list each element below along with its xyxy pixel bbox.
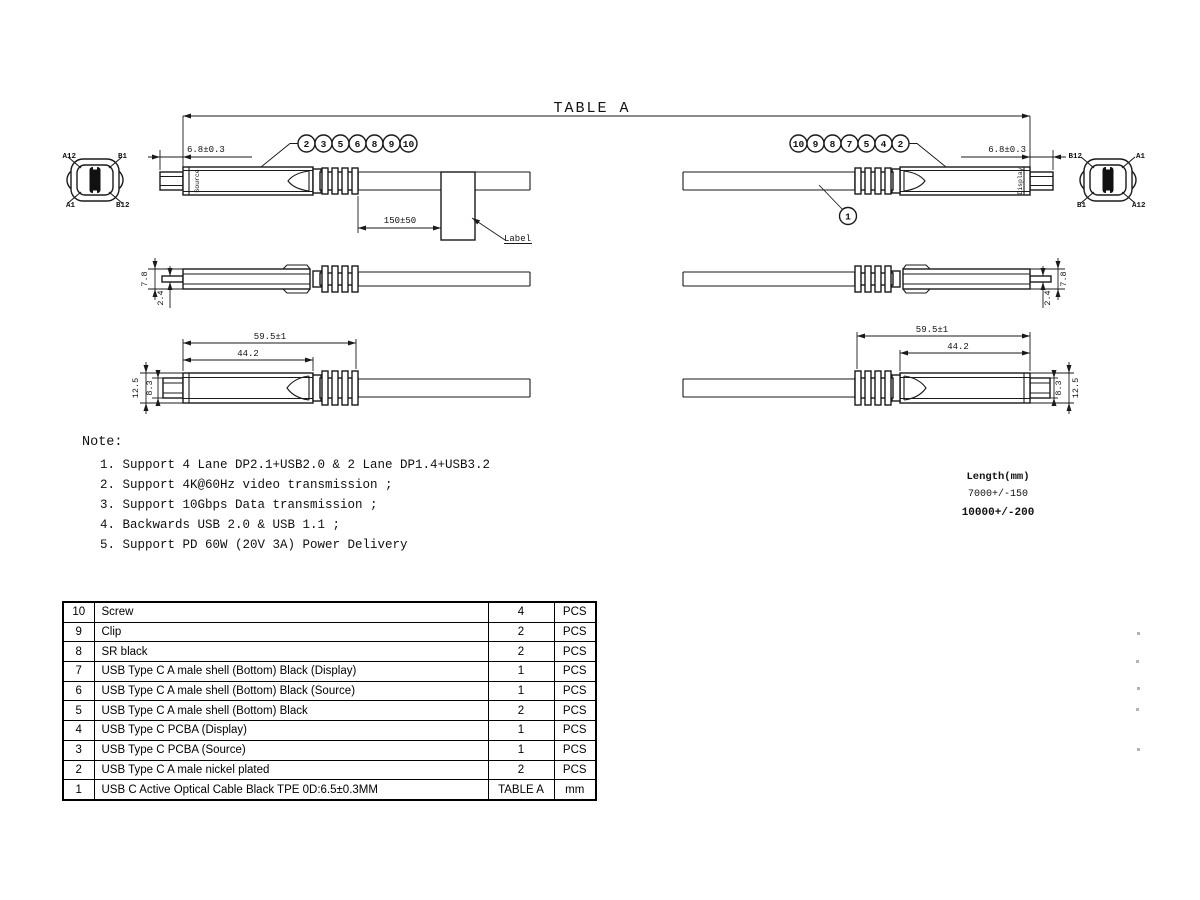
- balloon-number: 8: [371, 139, 378, 150]
- side-view-dims-right: [1030, 258, 1069, 308]
- item-qty: 1: [488, 721, 554, 741]
- item-desc: SR black: [94, 642, 488, 662]
- pin-label: B12: [1068, 153, 1082, 161]
- item-unit: PCS: [554, 721, 596, 741]
- item-desc: USB Type C A male nickel plated: [94, 760, 488, 780]
- pin-label: B12: [116, 202, 130, 210]
- table-row: [63, 681, 596, 701]
- overall-width-dim: 12.5: [1071, 377, 1081, 399]
- pin-label: A1: [65, 202, 75, 210]
- balloon-number: 1: [845, 211, 851, 223]
- item-qty: 1: [488, 662, 554, 682]
- balloon-number: 3: [320, 139, 327, 150]
- item-desc: USB Type C PCBA (Source): [94, 740, 488, 760]
- length-spec-value: 7000+/-150: [967, 489, 1028, 500]
- item-unit: PCS: [554, 662, 596, 682]
- balloon-number: 5: [863, 139, 870, 150]
- notes-block: [82, 433, 490, 555]
- balloon-number: 2: [897, 139, 904, 150]
- table-row: [63, 780, 596, 800]
- item-no: 3: [63, 740, 94, 760]
- cable-label-wrap: [358, 172, 532, 244]
- item-unit: PCS: [554, 622, 596, 642]
- item-unit: PCS: [554, 701, 596, 721]
- item-qty: 2: [488, 622, 554, 642]
- shell-height-dim: 7.8: [1059, 271, 1069, 287]
- length-spec-heading: Length(mm): [966, 471, 1030, 483]
- note-line: 3. Support 10Gbps Data transmission ;: [100, 498, 378, 512]
- item-desc: USB Type C PCBA (Display): [94, 721, 488, 741]
- shell-length-dim: 44.2: [947, 342, 969, 352]
- item-unit: PCS: [554, 642, 596, 662]
- display-connector-side-view: [683, 265, 1051, 293]
- item-no: 1: [63, 780, 94, 800]
- length-spec-block: [948, 468, 1048, 522]
- pin-label: B1: [1076, 202, 1086, 210]
- plug-width-dim: 8.3: [145, 380, 155, 396]
- item-no: 5: [63, 701, 94, 721]
- balloon-number: 5: [337, 139, 344, 150]
- item-desc: USB Type C A male shell (Bottom) Black (Source): [94, 681, 488, 701]
- balloon-number: 9: [388, 139, 395, 150]
- item-unit: mm: [554, 780, 596, 800]
- balloon-number: 10: [792, 139, 805, 150]
- source-connector-label: Source: [194, 169, 201, 193]
- item-unit: PCS: [554, 760, 596, 780]
- item-desc: Clip: [94, 622, 488, 642]
- artifact-dot: [1137, 632, 1140, 635]
- balloon-number: 10: [402, 139, 415, 150]
- side-view-dims-left: [140, 258, 183, 308]
- overall-length-dimension: [183, 100, 1030, 167]
- item-no: 8: [63, 642, 94, 662]
- endview-left: [62, 153, 130, 210]
- artifact-dot: [1137, 687, 1140, 690]
- item-desc: USB Type C A male shell (Bottom) Black (Display): [94, 662, 488, 682]
- note-line: 2. Support 4K@60Hz video transmission ;: [100, 478, 393, 492]
- label-distance-dim: 150±50: [383, 216, 417, 226]
- artifact-dot: [1136, 660, 1139, 663]
- bom-table: [62, 601, 597, 801]
- plug-protrusion-dim-left: [148, 145, 252, 170]
- item-qty: 2: [488, 701, 554, 721]
- display-connector-label: Display: [1017, 167, 1024, 195]
- cable-drawing-svg: [0, 0, 1200, 430]
- shell-length-dim: 44.2: [237, 349, 259, 359]
- overall-width-dim: 12.5: [131, 377, 141, 399]
- note-line: 4. Backwards USB 2.0 & USB 1.1 ;: [100, 518, 341, 532]
- source-connector-top-view: [163, 371, 530, 405]
- table-row: [63, 760, 596, 780]
- table-row: [63, 642, 596, 662]
- length-spec-value: 10000+/-200: [961, 507, 1035, 519]
- pin-label: A12: [62, 153, 76, 161]
- item-qty: TABLE A: [488, 780, 554, 800]
- item-no: 2: [63, 760, 94, 780]
- artifact-dot: [1136, 708, 1139, 711]
- display-connector-front-view: [683, 167, 1053, 195]
- item-unit: PCS: [554, 740, 596, 760]
- pin-label: B1: [118, 153, 128, 161]
- balloon-callouts-right: [790, 135, 946, 167]
- item-qty: 1: [488, 681, 554, 701]
- balloon-number: 7: [846, 139, 853, 150]
- overall-length-dim: 59.5±1: [915, 325, 949, 335]
- item-no: 9: [63, 622, 94, 642]
- table-row: [63, 701, 596, 721]
- plug-protrusion-dim: 6.8±0.3: [187, 145, 225, 155]
- cable-balloon-callout: [819, 185, 857, 225]
- table-row: [63, 622, 596, 642]
- table-row: [63, 721, 596, 741]
- balloon-number: 4: [880, 139, 887, 150]
- pin-label: A1: [1136, 153, 1146, 161]
- artifact-dot: [1137, 748, 1140, 751]
- balloon-number: 6: [354, 139, 361, 150]
- balloon-number: 9: [812, 139, 819, 150]
- plug-protrusion-dim: 6.8±0.3: [988, 145, 1026, 155]
- overall-length-dim: 59.5±1: [253, 332, 287, 342]
- item-no: 6: [63, 681, 94, 701]
- item-unit: PCS: [554, 681, 596, 701]
- balloon-number: 8: [829, 139, 836, 150]
- balloon-number: 2: [303, 139, 310, 150]
- plug-width-dim: 8.3: [1054, 380, 1064, 396]
- item-desc: USB C Active Optical Cable Black TPE 0D:6.5±0.3MM: [94, 780, 488, 800]
- item-unit: PCS: [554, 602, 596, 622]
- item-no: 4: [63, 721, 94, 741]
- tongue-height-dim: 2.4: [156, 290, 166, 306]
- item-desc: Screw: [94, 602, 488, 622]
- display-connector-top-view: [683, 371, 1050, 405]
- balloon-callouts-left: [261, 135, 417, 167]
- item-qty: 2: [488, 642, 554, 662]
- table-a-title: TABLE A: [553, 100, 631, 117]
- note-line: 1. Support 4 Lane DP2.1+USB2.0 & 2 Lane DP1.4+USB3.2: [100, 458, 491, 472]
- source-connector-side-view: [162, 265, 530, 293]
- item-qty: 2: [488, 760, 554, 780]
- label-callout-text: Label: [504, 234, 532, 244]
- plug-protrusion-dim-right: [961, 145, 1066, 170]
- note-line: 5. Support PD 60W (20V 3A) Power Delivery: [100, 538, 408, 552]
- table-row: [63, 602, 596, 622]
- table-row: [63, 740, 596, 760]
- item-qty: 1: [488, 740, 554, 760]
- pin-label: A12: [1132, 202, 1146, 210]
- item-no: 7: [63, 662, 94, 682]
- shell-height-dim: 7.8: [140, 271, 150, 287]
- item-desc: USB Type C A male shell (Bottom) Black: [94, 701, 488, 721]
- notes-heading: Note:: [82, 435, 123, 450]
- item-qty: 4: [488, 602, 554, 622]
- endview-right: [1068, 153, 1146, 210]
- item-no: 10: [63, 602, 94, 622]
- table-row: [63, 662, 596, 682]
- tongue-height-dim: 2.4: [1043, 290, 1053, 306]
